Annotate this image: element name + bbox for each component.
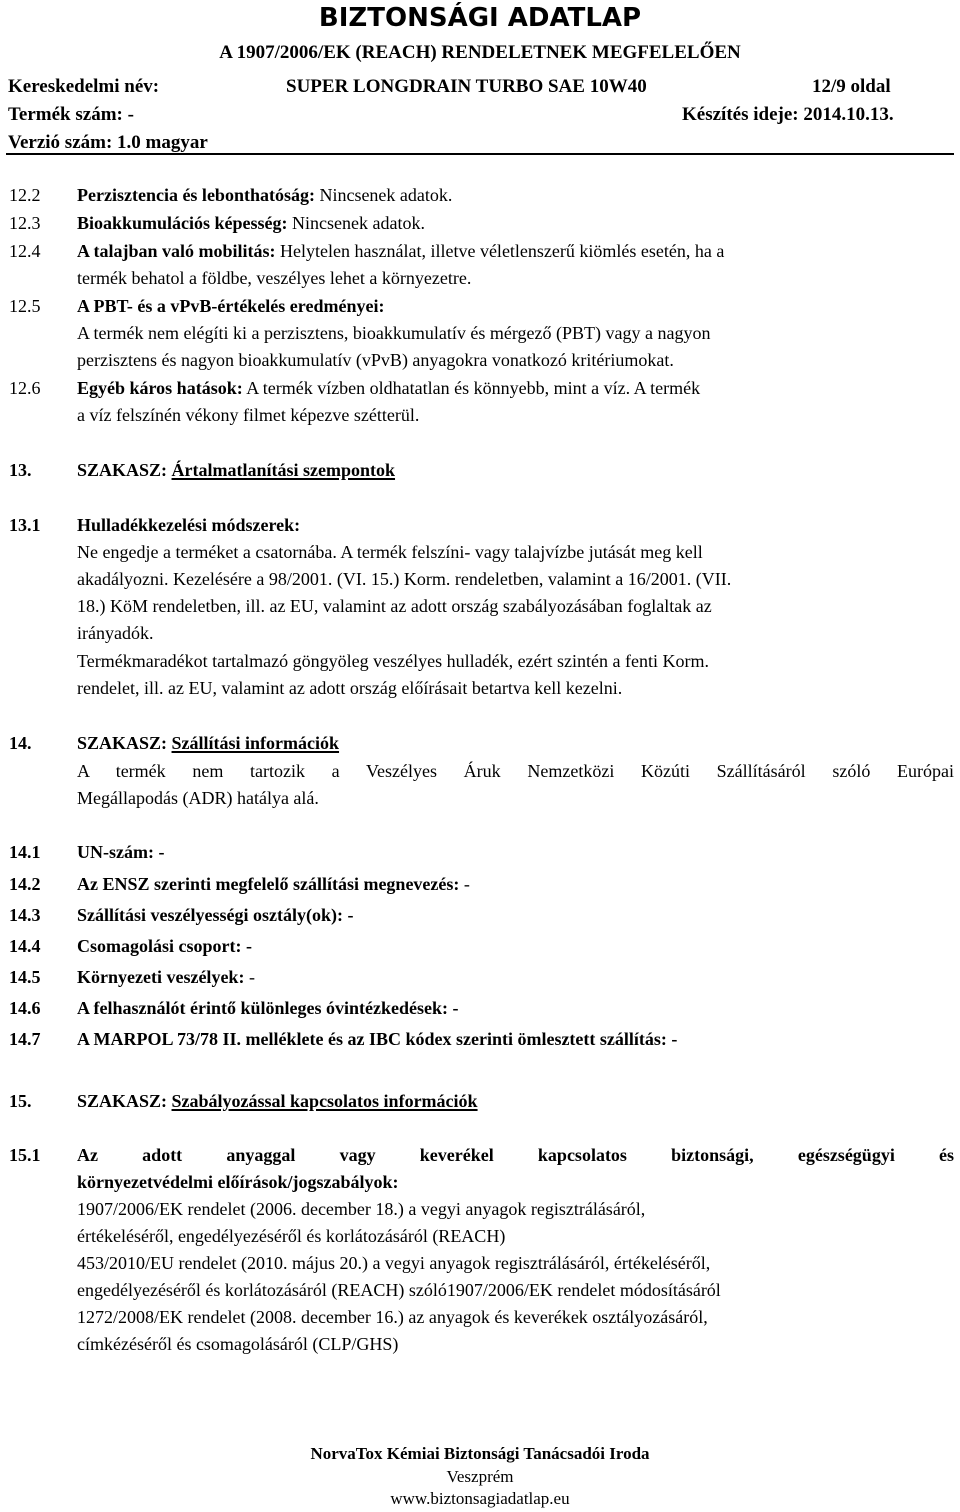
section-14-heading	[77, 734, 339, 752]
item-number: 14.4	[9, 936, 41, 956]
section-15-heading	[77, 1092, 478, 1110]
item-number: 13.1	[9, 515, 41, 535]
item-label: A talajban való mobilitás:	[77, 241, 276, 261]
item-number: 14.1	[9, 842, 41, 862]
item-number: 12.3	[9, 213, 41, 233]
item-label: Bioakkumulációs képesség:	[77, 213, 288, 233]
item-label: Csomagolási csoport: -	[77, 936, 252, 956]
item-number: 14.6	[9, 998, 41, 1018]
section-number: 14.	[9, 733, 32, 753]
section-title: Szabályozással kapcsolatos információk	[171, 1091, 478, 1111]
paragraph-line: irányadók.	[77, 623, 154, 643]
item-label: Egyéb káros hatások:	[77, 378, 243, 398]
paragraph-line: rendelet, ill. az EU, valamint az adott ország előírásait betartva kell kezelni.	[77, 678, 623, 698]
trade-name-label: Kereskedelmi név:	[8, 76, 160, 97]
item-value: Nincsenek adatok.	[287, 213, 425, 233]
section-prefix: SZAKASZ:	[77, 733, 172, 753]
paragraph-line: akadályozni. Kezelésére a 98/2001. (VI. 15.) Korm. rendeletben, valamint a 16/2001. (VII.	[77, 569, 732, 589]
item-12-6-cont: a víz felszínén vékony filmet képezve szétterül.	[77, 405, 420, 425]
item-number: 12.4	[9, 241, 41, 261]
item-14-5	[77, 968, 255, 986]
version-number: Verzió szám: 1.0 magyar	[8, 132, 208, 153]
item-number: 14.2	[9, 874, 41, 894]
item-12-6	[77, 379, 700, 397]
section-prefix: SZAKASZ:	[77, 1091, 172, 1111]
product-number: Termék szám: -	[8, 104, 134, 125]
paragraph-line: Termékmaradékot tartalmazó göngyöleg veszélyes hulladék, ezért szintén a fenti Korm.	[77, 651, 709, 671]
regulation-line: engedélyezéséről és korlátozásáról (REACH) szóló1907/2006/EK rendelet módosításáról	[77, 1280, 721, 1300]
header-divider	[6, 153, 954, 155]
item-label: Az ENSZ szerinti megfelelő szállítási megnevezés:	[77, 874, 460, 894]
section-number: 13.	[9, 460, 32, 480]
item-number: 14.3	[9, 905, 41, 925]
paragraph-line: Megállapodás (ADR) hatálya alá.	[77, 788, 319, 808]
paragraph-line: 18.) KöM rendeletben, ill. az EU, valamint az adott ország szabályozásában foglaltak az	[77, 596, 712, 616]
item-12-4	[77, 242, 724, 260]
item-value: -	[459, 874, 470, 894]
item-number: 14.5	[9, 967, 41, 987]
section-prefix: SZAKASZ:	[77, 460, 172, 480]
regulation-line: 1907/2006/EK rendelet (2006. december 18.) a vegyi anyagok regisztrálásáról,	[77, 1199, 646, 1219]
regulation-line: értékeléséről, engedélyezéséről és korlátozásáról (REACH)	[77, 1226, 506, 1246]
item-value: Helytelen használat, illetve véletlenszerű kiömlés esetén, ha a	[275, 241, 725, 261]
regulation-line: címkézéséről és csomagolásáról (CLP/GHS)	[77, 1334, 399, 1354]
item-14-1	[77, 843, 164, 861]
item-number: 15.1	[9, 1145, 41, 1165]
regulation-line: 453/2010/EU rendelet (2010. május 20.) a vegyi anyagok regisztrálásáról, értékeléséről,	[77, 1253, 711, 1273]
item-14-2	[77, 875, 470, 893]
section-title: Szállítási információk	[171, 733, 340, 753]
item-label: UN-szám: -	[77, 842, 165, 862]
footer-organization: NorvaTox Kémiai Biztonsági Tanácsadói Iroda	[310, 1444, 650, 1463]
item-14-4	[77, 937, 252, 955]
footer-city: Veszprém	[446, 1467, 514, 1486]
footer-website-link[interactable]: www.biztonsagiadatlap.eu	[390, 1489, 570, 1508]
item-15-1-label: Az adott anyaggal vagy keverékel kapcsolatos biztonsági, egészségügyi és	[77, 1145, 954, 1165]
paragraph-line: Ne engedje a terméket a csatornába. A termék felszíni- vagy talajvízbe jutását meg kell	[77, 542, 703, 562]
item-label: Szállítási veszélyességi osztály(ok): -	[77, 905, 354, 925]
item-14-3	[77, 906, 353, 924]
section-title: Ártalmatlanítási szempontok	[171, 460, 396, 480]
item-12-3	[77, 214, 425, 232]
section-13-heading	[77, 461, 395, 479]
regulation-line: 1272/2008/EK rendelet (2008. december 16.) az anyagok és keverékek osztályozásáról,	[77, 1307, 708, 1327]
item-value: A termék vízben oldhatatlan és könnyebb, mint a víz. A termék	[242, 378, 701, 398]
preparation-date: Készítés ideje: 2014.10.13.	[682, 104, 894, 125]
item-value: -	[244, 967, 255, 987]
item-14-6	[77, 999, 458, 1017]
trade-name: SUPER LONGDRAIN TURBO SAE 10W40	[286, 76, 647, 97]
item-label: Környezeti veszélyek:	[77, 967, 245, 987]
item-12-2	[77, 186, 452, 204]
section-number: 15.	[9, 1091, 32, 1111]
item-12-4-cont: termék behatol a földbe, veszélyes lehet a környezetre.	[77, 268, 472, 288]
paragraph-line: A termék nem tartozik a Veszélyes Áruk Nemzetközi Közúti Szállításáról szóló Európai	[77, 761, 954, 781]
item-13-1-label: Hulladékkezelési módszerek:	[77, 515, 301, 535]
item-number: 12.6	[9, 378, 41, 398]
item-12-5-label: A PBT- és a vPvB-értékelés eredményei:	[77, 296, 385, 316]
page-number: 12/9 oldal	[812, 76, 891, 97]
item-label: A felhasználót érintő különleges óvintézkedések: -	[77, 998, 459, 1018]
item-number: 14.7	[9, 1029, 41, 1049]
item-12-5-text: perzisztens és nagyon bioakkumulatív (vPvB) anyagokra vonatkozó kritériumokat.	[77, 350, 674, 370]
document-title: BIZTONSÁGI ADATLAP	[318, 3, 642, 33]
item-value: Nincsenek adatok.	[314, 185, 453, 205]
item-12-5-text: A termék nem elégíti ki a perzisztens, bioakkumulatív és mérgező (PBT) vagy a nagyon	[77, 323, 711, 343]
document-subtitle: A 1907/2006/EK (REACH) RENDELETNEK MEGFELELŐEN	[219, 42, 741, 63]
item-number: 12.2	[9, 185, 41, 205]
item-14-7	[77, 1030, 677, 1048]
item-15-1-label-cont: környezetvédelmi előírások/jogszabályok:	[77, 1172, 399, 1192]
item-number: 12.5	[9, 296, 41, 316]
item-label: A MARPOL 73/78 II. melléklete és az IBC kódex szerinti ömlesztett szállítás: -	[77, 1029, 678, 1049]
item-label: Perzisztencia és lebonthatóság:	[77, 185, 315, 205]
